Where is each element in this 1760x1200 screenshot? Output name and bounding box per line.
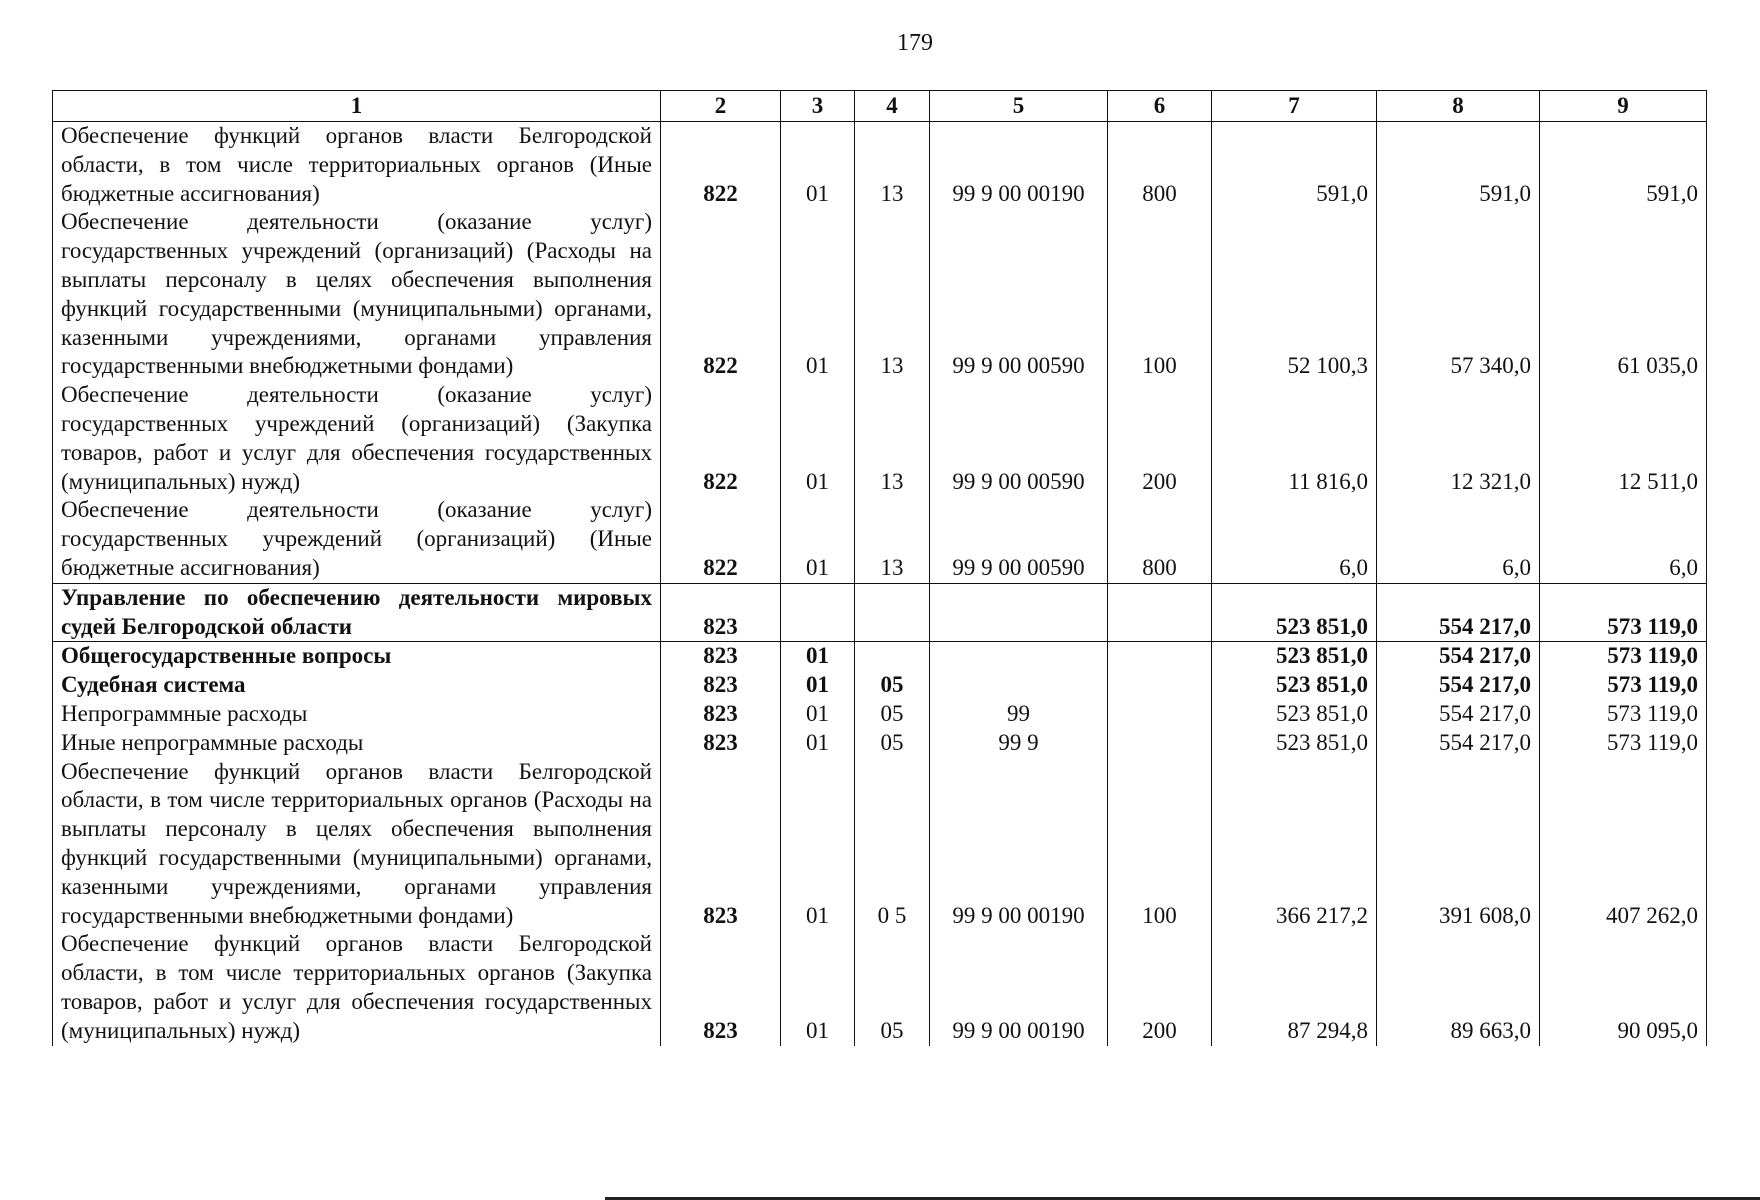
- cell-section: 01: [781, 381, 855, 496]
- row-description: Управление по обеспечению деятельности мировых судей Белгородской области: [53, 583, 661, 642]
- cell-subsection: 13: [855, 122, 930, 209]
- row-description: Обеспечение деятельности (оказание услуг) государственных учреждений (организаций) (Иные бюджетные ассигнования): [53, 496, 661, 583]
- row-description: Судебная система: [53, 671, 661, 700]
- cell-admin-code: 822: [661, 381, 781, 496]
- cell-amount-year2: 554 217,0: [1377, 642, 1540, 671]
- table-row: [53, 930, 1707, 1045]
- cell-amount-year1: 523 851,0: [1212, 671, 1377, 700]
- row-description: Обеспечение функций органов власти Белгородской области, в том числе территориальных органов (Закупка товаров, работ и услуг для обеспечения государственных (муниципальных) нужд): [53, 930, 661, 1045]
- cell-amount-year1: 11 816,0: [1212, 381, 1377, 496]
- cell-section: 01: [781, 758, 855, 931]
- table-row: [53, 583, 1707, 642]
- cell-expense-type: 200: [1108, 930, 1212, 1045]
- cell-expense-type: [1108, 583, 1212, 642]
- cell-expense-type: [1108, 671, 1212, 700]
- cell-section: 01: [781, 642, 855, 671]
- row-description: Обеспечение функций органов власти Белгородской области, в том числе территориальных органов (Расходы на выплаты персоналу в целях обеспечения выполнения функций государственными (муниципальными) органами, казенными учреждениями, органами управления государственными внебюджетными фондами): [53, 758, 661, 931]
- table-row: [53, 496, 1707, 583]
- cell-amount-year3: 6,0: [1540, 496, 1707, 583]
- cell-admin-code: 823: [661, 583, 781, 642]
- cell-target-article: 99 9: [930, 729, 1108, 758]
- cell-amount-year1: 366 217,2: [1212, 758, 1377, 931]
- cell-expense-type: [1108, 700, 1212, 729]
- cell-target-article: 99 9 00 00190: [930, 930, 1108, 1045]
- cell-target-article: 99 9 00 00590: [930, 496, 1108, 583]
- cell-admin-code: 823: [661, 642, 781, 671]
- cell-subsection: 13: [855, 496, 930, 583]
- table-row: [53, 758, 1707, 931]
- cell-target-article: 99: [930, 700, 1108, 729]
- cell-amount-year1: 87 294,8: [1212, 930, 1377, 1045]
- cell-expense-type: 200: [1108, 381, 1212, 496]
- cell-amount-year3: 61 035,0: [1540, 208, 1707, 381]
- cell-expense-type: [1108, 642, 1212, 671]
- cell-amount-year2: 554 217,0: [1377, 700, 1540, 729]
- cell-admin-code: 823: [661, 758, 781, 931]
- cell-expense-type: 800: [1108, 496, 1212, 583]
- cell-subsection: [855, 642, 930, 671]
- table-header-row: [53, 91, 1707, 122]
- cell-admin-code: 822: [661, 496, 781, 583]
- column-header: 4: [855, 91, 930, 122]
- column-header: 8: [1377, 91, 1540, 122]
- cell-subsection: [855, 583, 930, 642]
- cell-amount-year3: 12 511,0: [1540, 381, 1707, 496]
- cell-admin-code: 823: [661, 930, 781, 1045]
- cell-amount-year2: 12 321,0: [1377, 381, 1540, 496]
- cell-target-article: 99 9 00 00190: [930, 758, 1108, 931]
- cell-section: 01: [781, 122, 855, 209]
- column-header: 7: [1212, 91, 1377, 122]
- cell-subsection: 0 5: [855, 758, 930, 931]
- cell-amount-year3: 573 119,0: [1540, 729, 1707, 758]
- cell-amount-year3: 573 119,0: [1540, 642, 1707, 671]
- cell-amount-year1: 591,0: [1212, 122, 1377, 209]
- cell-target-article: [930, 583, 1108, 642]
- column-header: 1: [53, 91, 661, 122]
- cell-admin-code: 823: [661, 671, 781, 700]
- row-description: Обеспечение деятельности (оказание услуг) государственных учреждений (организаций) (Расходы на выплаты персоналу в целях обеспечения выполнения функций государственными (муниципальными) органами, казенными учреждениями, органами управления государственными внебюджетными фондами): [53, 208, 661, 381]
- cell-admin-code: 823: [661, 729, 781, 758]
- cell-section: 01: [781, 700, 855, 729]
- cell-admin-code: 822: [661, 122, 781, 209]
- cell-subsection: 05: [855, 729, 930, 758]
- cell-admin-code: 822: [661, 208, 781, 381]
- row-description: Иные непрограммные расходы: [53, 729, 661, 758]
- row-description: Непрограммные расходы: [53, 700, 661, 729]
- cell-amount-year1: 52 100,3: [1212, 208, 1377, 381]
- cell-amount-year2: 6,0: [1377, 496, 1540, 583]
- cell-target-article: 99 9 00 00190: [930, 122, 1108, 209]
- table-row: [53, 642, 1707, 671]
- table-row: [53, 671, 1707, 700]
- cell-expense-type: [1108, 729, 1212, 758]
- cell-amount-year3: 591,0: [1540, 122, 1707, 209]
- column-header: 3: [781, 91, 855, 122]
- cell-target-article: [930, 671, 1108, 700]
- cell-amount-year1: 523 851,0: [1212, 700, 1377, 729]
- cell-amount-year1: 523 851,0: [1212, 729, 1377, 758]
- row-description: Общегосударственные вопросы: [53, 642, 661, 671]
- cell-amount-year3: 573 119,0: [1540, 671, 1707, 700]
- table-row: [53, 729, 1707, 758]
- cell-amount-year3: 573 119,0: [1540, 700, 1707, 729]
- cell-amount-year3: 407 262,0: [1540, 758, 1707, 931]
- row-description: Обеспечение деятельности (оказание услуг) государственных учреждений (организаций) (Закупка товаров, работ и услуг для обеспечения государственных (муниципальных) нужд): [53, 381, 661, 496]
- cell-target-article: [930, 642, 1108, 671]
- cell-expense-type: 800: [1108, 122, 1212, 209]
- cell-target-article: 99 9 00 00590: [930, 208, 1108, 381]
- cell-amount-year1: 6,0: [1212, 496, 1377, 583]
- cell-amount-year2: 554 217,0: [1377, 729, 1540, 758]
- cell-amount-year1: 523 851,0: [1212, 583, 1377, 642]
- cell-amount-year2: 391 608,0: [1377, 758, 1540, 931]
- cell-amount-year3: 573 119,0: [1540, 583, 1707, 642]
- cell-amount-year2: 591,0: [1377, 122, 1540, 209]
- cell-section: 01: [781, 496, 855, 583]
- cell-expense-type: 100: [1108, 758, 1212, 931]
- cell-subsection: 13: [855, 208, 930, 381]
- cell-subsection: 13: [855, 381, 930, 496]
- column-header: 5: [930, 91, 1108, 122]
- cell-admin-code: 823: [661, 700, 781, 729]
- column-header: 2: [661, 91, 781, 122]
- table-row: [53, 122, 1707, 209]
- budget-table: [52, 90, 1707, 1046]
- cell-amount-year2: 554 217,0: [1377, 671, 1540, 700]
- cell-subsection: 05: [855, 671, 930, 700]
- cell-amount-year1: 523 851,0: [1212, 642, 1377, 671]
- column-header: 6: [1108, 91, 1212, 122]
- cell-section: 01: [781, 671, 855, 700]
- cell-amount-year3: 90 095,0: [1540, 930, 1707, 1045]
- cell-subsection: 05: [855, 930, 930, 1045]
- table-row: [53, 208, 1707, 381]
- cell-target-article: 99 9 00 00590: [930, 381, 1108, 496]
- table-row: [53, 700, 1707, 729]
- cell-amount-year2: 57 340,0: [1377, 208, 1540, 381]
- cell-section: 01: [781, 729, 855, 758]
- cell-amount-year2: 89 663,0: [1377, 930, 1540, 1045]
- cell-amount-year2: 554 217,0: [1377, 583, 1540, 642]
- table-row: [53, 381, 1707, 496]
- column-header: 9: [1540, 91, 1707, 122]
- cell-section: 01: [781, 930, 855, 1045]
- cell-expense-type: 100: [1108, 208, 1212, 381]
- cell-section: [781, 583, 855, 642]
- cell-section: 01: [781, 208, 855, 381]
- cell-subsection: 05: [855, 700, 930, 729]
- row-description: Обеспечение функций органов власти Белгородской области, в том числе территориальных органов (Иные бюджетные ассигнования): [53, 122, 661, 209]
- page-number: 179: [897, 30, 933, 56]
